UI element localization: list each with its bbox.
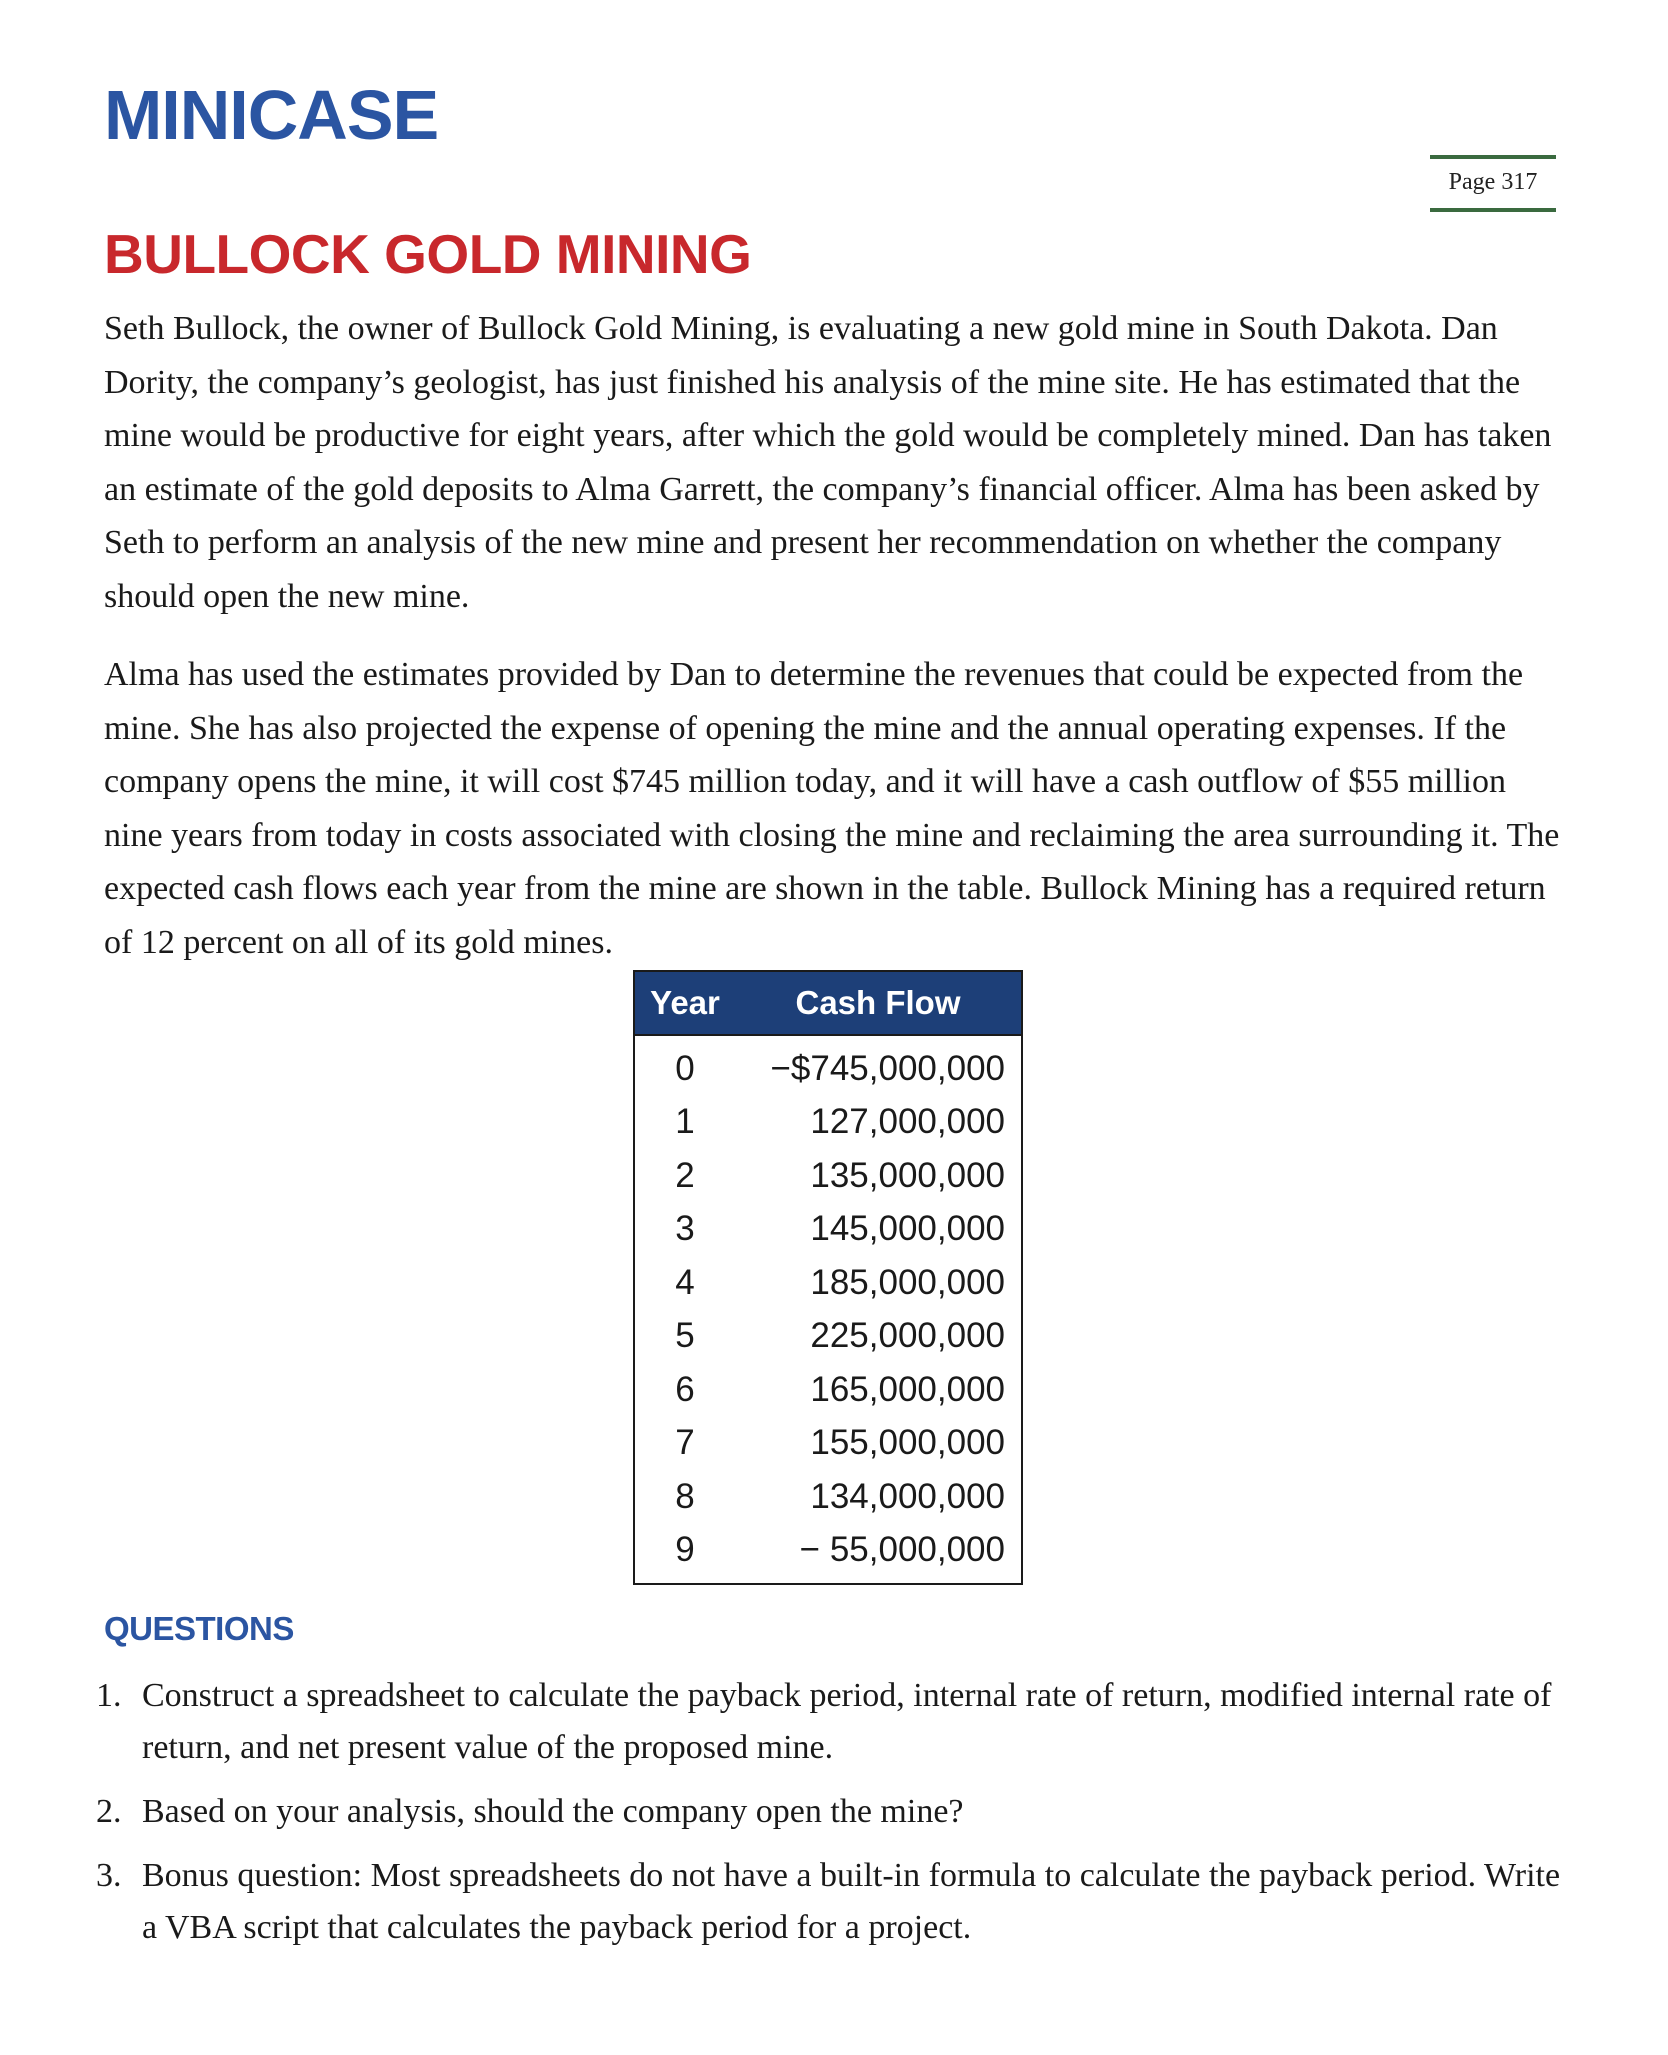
question-number: 3. <box>96 1857 122 1894</box>
table-row <box>634 1470 1022 1524</box>
cash-flow-cell: 155,000,000 <box>810 1423 1005 1463</box>
question-text: Bonus question: Most spreadsheets do not have a built-in formula to calculate the payback period. Write a VBA script that calculates the payback period for a project. <box>142 1857 1561 1946</box>
cash-flow-cell: 225,000,000 <box>810 1316 1005 1356</box>
cash-flow-cell: 165,000,000 <box>810 1369 1005 1409</box>
table-row <box>634 1310 1022 1364</box>
question-text: Construct a spreadsheet to calculate the payback period, internal rate of return, modified internal rate of return, and net present value of the proposed mine. <box>142 1677 1552 1766</box>
year-cell: 5 <box>675 1316 695 1356</box>
year-cell: 2 <box>675 1155 695 1195</box>
details-paragraph <box>104 648 1564 969</box>
cash-flow-cell: 127,000,000 <box>810 1102 1005 1142</box>
year-cell: 4 <box>675 1262 695 1302</box>
questions-heading: QUESTIONS <box>104 1610 294 1647</box>
column-header-cash-flow: Cash Flow <box>735 971 1022 1035</box>
cash-flow-cell: 185,000,000 <box>810 1262 1005 1302</box>
table-row <box>634 1149 1022 1203</box>
year-cell: 3 <box>675 1209 695 1249</box>
question-number: 2. <box>96 1793 122 1830</box>
question-item <box>96 1786 1566 1838</box>
year-cell: 9 <box>675 1530 695 1570</box>
cash-flow-cell: 135,000,000 <box>810 1155 1005 1195</box>
case-title: BULLOCK GOLD MINING <box>104 223 752 285</box>
cash-flow-cell: 145,000,000 <box>810 1209 1005 1249</box>
year-cell: 7 <box>675 1423 695 1463</box>
year-cell: 6 <box>675 1369 695 1409</box>
table-row <box>634 1363 1022 1417</box>
question-item <box>96 1670 1566 1774</box>
questions-list <box>96 1670 1566 1966</box>
year-cell: 0 <box>675 1048 695 1088</box>
table-row <box>634 1417 1022 1471</box>
cash-flow-cell: −$745,000,000 <box>770 1048 1005 1088</box>
intro-paragraph <box>104 302 1564 623</box>
year-cell: 8 <box>675 1476 695 1516</box>
year-cell: 1 <box>675 1102 695 1142</box>
cash-flow-table <box>633 970 1023 1585</box>
paragraph-text: Alma has used the estimates provided by Dan to determine the revenues that could be expected from the mine. She has also projected the expense of opening the mine and the annual operating expenses. If the company opens the mine, it will cost $745 million today, and it will have a cash outflow of $55 million nine years from today in costs associated with closing the mine and reclaiming the area surrounding it. The expected cash flows each year from the mine are shown in the table. Bullock Mining has a required return of 12 percent on all of its gold mines. <box>104 656 1560 961</box>
page-number: Page 317 <box>1430 155 1556 212</box>
question-number: 1. <box>96 1677 122 1714</box>
table-row <box>634 1524 1022 1585</box>
question-item <box>96 1850 1566 1954</box>
cash-flow-cell: 134,000,000 <box>810 1476 1005 1516</box>
section-label: MINICASE <box>104 76 439 154</box>
table-row <box>634 1035 1022 1096</box>
table-header <box>634 971 1022 1035</box>
cash-flow-cell: − 55,000,000 <box>799 1530 1005 1570</box>
column-header-year: Year <box>634 971 735 1035</box>
question-text: Based on your analysis, should the company open the mine? <box>142 1793 964 1830</box>
table-row <box>634 1096 1022 1150</box>
table-row <box>634 1203 1022 1257</box>
paragraph-text: Seth Bullock, the owner of Bullock Gold Mining, is evaluating a new gold mine in South Dakota. Dan Dority, the company’s geologist, has just finished his analysis of the mine site. He has estimated that the mine would be productive for eight years, after which the gold would be completely mined. Dan has taken an estimate of the gold deposits to Alma Garrett, the company’s financial officer. Alma has been asked by Seth to perform an analysis of the new mine and present her recommendation on whether the company should open the new mine. <box>104 310 1552 615</box>
table-row <box>634 1256 1022 1310</box>
